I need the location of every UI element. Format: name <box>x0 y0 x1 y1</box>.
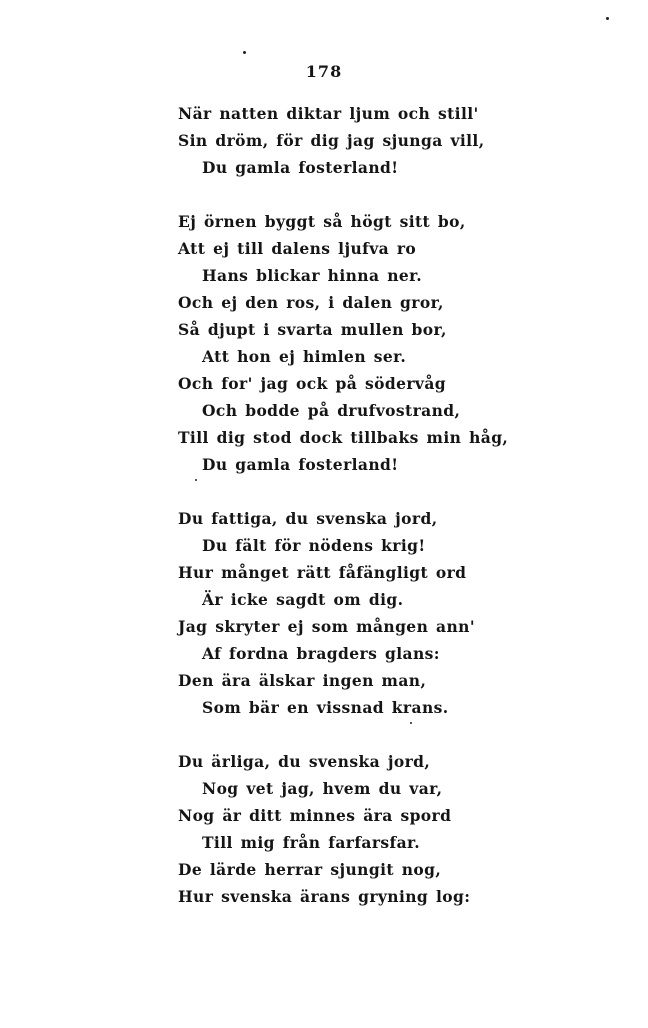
poem-line: De lärde herrar sjungit nog, <box>178 860 442 879</box>
poem-line: Och for' jag ock på södervåg <box>178 374 447 393</box>
poem-line: Hur månget rätt fåfängligt ord <box>178 563 467 582</box>
poem-line: Hans blickar hinna ner. <box>202 266 423 285</box>
poem-line: Du ärliga, du svenska jord, <box>178 752 431 771</box>
poem-line: Att ej till dalens ljufva ro <box>178 239 417 258</box>
stanza <box>178 208 618 478</box>
poem-line: Af fordna bragders glans: <box>202 644 440 663</box>
ink-speck <box>243 51 246 54</box>
poem-line: Du fattiga, du svenska jord, <box>178 509 438 528</box>
poem-line: Nog vet jag, hvem du var, <box>202 779 443 798</box>
poem-line: Du gamla fosterland! <box>202 455 399 474</box>
poem-line: Hur svenska ärans gryning log: <box>178 887 471 906</box>
page-number: 178 <box>305 62 343 81</box>
poem-line: Och bodde på drufvostrand, <box>202 401 461 420</box>
ink-speck <box>606 17 609 20</box>
poem-line: Nog är ditt minnes ära spord <box>178 806 452 825</box>
poem-line: Och ej den ros, i dalen gror, <box>178 293 444 312</box>
poem-line: Du fält för nödens krig! <box>202 536 426 555</box>
stanza <box>178 505 618 721</box>
poem-line: Ej örnen byggt så högt sitt bo, <box>178 212 466 231</box>
stanza <box>178 748 618 910</box>
poem-line: Så djupt i svarta mullen bor, <box>178 320 447 339</box>
poem-line: Jag skryter ej som mången ann' <box>178 617 475 636</box>
stanza <box>178 100 618 181</box>
poem-line: Är icke sagdt om dig. <box>202 590 404 609</box>
poem-line: Att hon ej himlen ser. <box>202 347 407 366</box>
poem-line: När natten diktar ljum och still' <box>178 104 479 123</box>
poem-line: Sin dröm, för dig jag sjunga vill, <box>178 131 485 150</box>
poem-line: Till dig stod dock tillbaks min håg, <box>178 428 509 447</box>
poem <box>178 100 618 937</box>
poem-line: Du gamla fosterland! <box>202 158 399 177</box>
poem-line: Till mig från farfarsfar. <box>202 833 420 852</box>
poem-line: Den ära älskar ingen man, <box>178 671 427 690</box>
poem-line: Som bär en vissnad krans. <box>202 698 449 717</box>
